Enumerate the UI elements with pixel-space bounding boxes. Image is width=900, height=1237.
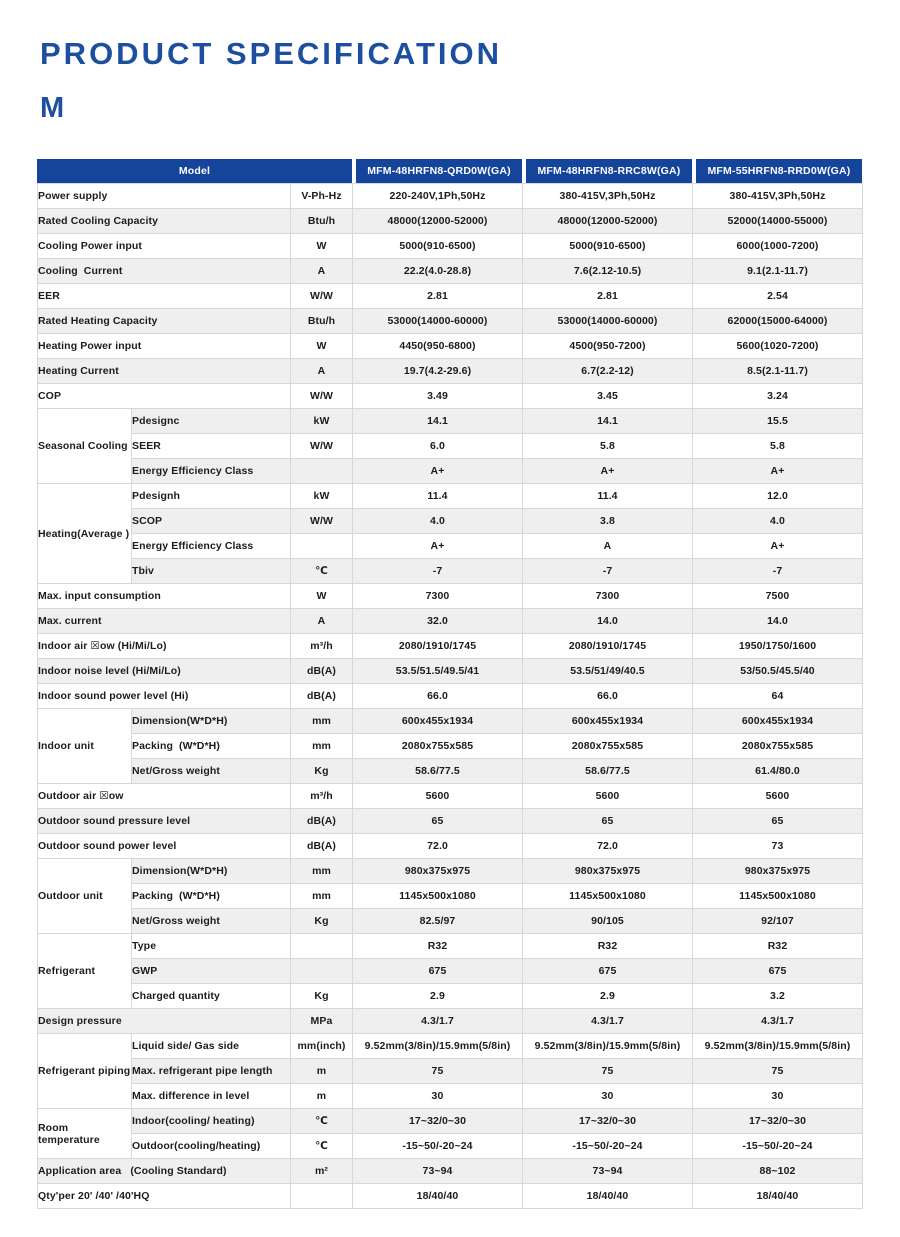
row-unit-cell: m — [291, 1059, 353, 1084]
header-cell-model-2: MFM-48HRFN8-RRC8W(GA) — [526, 159, 692, 183]
spec-table-body — [37, 183, 863, 1209]
row-label-cell: Tbiv — [132, 559, 291, 584]
row-label-cell: Power supply — [38, 184, 291, 209]
row-value-cell: 58.6/77.5 — [523, 759, 693, 784]
row-value-cell: 75 — [693, 1059, 863, 1084]
row-value-cell: 4.3/1.7 — [693, 1009, 863, 1034]
row-value-cell: 1145x500x1080 — [353, 884, 523, 909]
table-row — [38, 1184, 863, 1209]
row-label-cell: Max. input consumption — [38, 584, 291, 609]
row-unit-cell: W/W — [291, 509, 353, 534]
row-value-cell: 14.0 — [693, 609, 863, 634]
row-value-cell: 7300 — [523, 584, 693, 609]
row-unit-cell: kW — [291, 409, 353, 434]
table-row — [38, 334, 863, 359]
row-unit-cell: m — [291, 1084, 353, 1109]
row-value-cell: 2080x755x585 — [693, 734, 863, 759]
row-unit-cell: m² — [291, 1159, 353, 1184]
row-value-cell: 4.3/1.7 — [523, 1009, 693, 1034]
table-row — [38, 384, 863, 409]
row-label-cell: Outdoor sound pressure level — [38, 809, 291, 834]
table-row — [38, 1034, 863, 1059]
row-group-cell: Refrigerant — [38, 934, 132, 1009]
table-row — [38, 1059, 863, 1084]
row-value-cell: 9.1(2.1-11.7) — [693, 259, 863, 284]
table-row — [38, 1009, 863, 1034]
row-unit-cell: m³/h — [291, 634, 353, 659]
table-row — [38, 934, 863, 959]
row-label-cell: SCOP — [132, 509, 291, 534]
row-value-cell: A+ — [693, 459, 863, 484]
row-label-cell: Rated Cooling Capacity — [38, 209, 291, 234]
table-row — [38, 409, 863, 434]
row-unit-cell: mm — [291, 884, 353, 909]
row-label-cell: Indoor sound power level (Hi) — [38, 684, 291, 709]
table-row — [38, 459, 863, 484]
row-value-cell: 3.24 — [693, 384, 863, 409]
table-row — [38, 1084, 863, 1109]
row-group-cell: Refrigerant piping — [38, 1034, 132, 1109]
row-unit-cell: dB(A) — [291, 809, 353, 834]
row-label-cell: Cooling Power input — [38, 234, 291, 259]
row-unit-cell: Kg — [291, 984, 353, 1009]
row-value-cell: 18/40/40 — [523, 1184, 693, 1209]
row-unit-cell: V-Ph-Hz — [291, 184, 353, 209]
table-row — [38, 1134, 863, 1159]
spec-table-header-row — [37, 159, 862, 183]
row-value-cell: 73~94 — [353, 1159, 523, 1184]
row-value-cell: R32 — [693, 934, 863, 959]
row-value-cell: A+ — [523, 459, 693, 484]
row-value-cell: 17~32/0~30 — [693, 1109, 863, 1134]
row-unit-cell: W/W — [291, 434, 353, 459]
row-label-cell: Rated Heating Capacity — [38, 309, 291, 334]
row-unit-cell — [291, 534, 353, 559]
row-label-cell: Indoor noise level (Hi/Mi/Lo) — [38, 659, 291, 684]
row-value-cell: 6.0 — [353, 434, 523, 459]
table-row — [38, 259, 863, 284]
row-label-cell: SEER — [132, 434, 291, 459]
row-unit-cell: kW — [291, 484, 353, 509]
row-value-cell: 7.6(2.12-10.5) — [523, 259, 693, 284]
row-value-cell: 14.1 — [523, 409, 693, 434]
row-value-cell: 64 — [693, 684, 863, 709]
table-row — [38, 609, 863, 634]
row-value-cell: 380-415V,3Ph,50Hz — [523, 184, 693, 209]
row-label-cell: Outdoor(cooling/heating) — [132, 1134, 291, 1159]
row-value-cell: 980x375x975 — [353, 859, 523, 884]
row-value-cell: 11.4 — [523, 484, 693, 509]
row-label-cell: Max. refrigerant pipe length — [132, 1059, 291, 1084]
row-value-cell: 53/50.5/45.5/40 — [693, 659, 863, 684]
row-value-cell: 73~94 — [523, 1159, 693, 1184]
table-row — [38, 1159, 863, 1184]
row-value-cell: 980x375x975 — [693, 859, 863, 884]
row-label-cell: Qty'per 20' /40' /40'HQ — [38, 1184, 291, 1209]
row-label-cell: Heating Current — [38, 359, 291, 384]
row-value-cell: 30 — [693, 1084, 863, 1109]
row-label-cell: Packing (W*D*H) — [132, 734, 291, 759]
row-unit-cell — [291, 1184, 353, 1209]
row-value-cell: 380-415V,3Ph,50Hz — [693, 184, 863, 209]
row-value-cell: -7 — [693, 559, 863, 584]
row-value-cell: 600x455x1934 — [693, 709, 863, 734]
row-value-cell: 5600(1020-7200) — [693, 334, 863, 359]
row-value-cell: 72.0 — [353, 834, 523, 859]
row-value-cell: 61.4/80.0 — [693, 759, 863, 784]
row-value-cell: 17~32/0~30 — [353, 1109, 523, 1134]
row-unit-cell: A — [291, 259, 353, 284]
row-value-cell: 66.0 — [353, 684, 523, 709]
row-value-cell: 5.8 — [693, 434, 863, 459]
row-value-cell: A — [523, 534, 693, 559]
table-row — [38, 509, 863, 534]
row-unit-cell: MPa — [291, 1009, 353, 1034]
row-value-cell: 65 — [353, 809, 523, 834]
row-value-cell: 75 — [353, 1059, 523, 1084]
table-row — [38, 784, 863, 809]
table-row — [38, 809, 863, 834]
row-label-cell: Outdoor air ☒ow — [38, 784, 291, 809]
row-unit-cell: W — [291, 334, 353, 359]
row-value-cell: 2.81 — [523, 284, 693, 309]
row-value-cell: 5.8 — [523, 434, 693, 459]
table-row — [38, 659, 863, 684]
row-value-cell: 53.5/51/49/40.5 — [523, 659, 693, 684]
row-value-cell: 5600 — [693, 784, 863, 809]
row-label-cell: Type — [132, 934, 291, 959]
row-value-cell: 4.3/1.7 — [353, 1009, 523, 1034]
page-subtitle: M — [40, 92, 66, 124]
row-value-cell: 72.0 — [523, 834, 693, 859]
row-value-cell: 62000(15000-64000) — [693, 309, 863, 334]
row-value-cell: 8.5(2.1-11.7) — [693, 359, 863, 384]
table-row — [38, 884, 863, 909]
row-value-cell: 3.2 — [693, 984, 863, 1009]
row-value-cell: 2.54 — [693, 284, 863, 309]
table-row — [38, 234, 863, 259]
row-unit-cell: ℃ — [291, 1134, 353, 1159]
row-unit-cell: Btu/h — [291, 309, 353, 334]
row-value-cell: 65 — [693, 809, 863, 834]
row-label-cell: Energy Efficiency Class — [132, 534, 291, 559]
row-value-cell: 5600 — [523, 784, 693, 809]
row-value-cell: 14.1 — [353, 409, 523, 434]
row-value-cell: 2080x755x585 — [353, 734, 523, 759]
table-row — [38, 759, 863, 784]
row-value-cell: 600x455x1934 — [353, 709, 523, 734]
row-unit-cell: mm(inch) — [291, 1034, 353, 1059]
table-row — [38, 734, 863, 759]
row-value-cell: 18/40/40 — [353, 1184, 523, 1209]
row-value-cell: 2.81 — [353, 284, 523, 309]
row-label-cell: Net/Gross weight — [132, 909, 291, 934]
row-label-cell: Cooling Current — [38, 259, 291, 284]
row-value-cell: 53000(14000-60000) — [353, 309, 523, 334]
row-value-cell: -15~50/-20~24 — [353, 1134, 523, 1159]
row-unit-cell: Kg — [291, 759, 353, 784]
table-row — [38, 534, 863, 559]
row-label-cell: Application area (Cooling Standard) — [38, 1159, 291, 1184]
row-value-cell: 15.5 — [693, 409, 863, 434]
row-label-cell: COP — [38, 384, 291, 409]
row-value-cell: 980x375x975 — [523, 859, 693, 884]
table-row — [38, 1109, 863, 1134]
table-row — [38, 959, 863, 984]
row-value-cell: 675 — [353, 959, 523, 984]
row-value-cell: 75 — [523, 1059, 693, 1084]
row-value-cell: 58.6/77.5 — [353, 759, 523, 784]
row-value-cell: 22.2(4.0-28.8) — [353, 259, 523, 284]
row-value-cell: 88~102 — [693, 1159, 863, 1184]
spec-table — [37, 159, 862, 1209]
row-unit-cell: dB(A) — [291, 684, 353, 709]
row-label-cell: Packing (W*D*H) — [132, 884, 291, 909]
row-value-cell: 53000(14000-60000) — [523, 309, 693, 334]
row-label-cell: Indoor air ☒ow (Hi/Mi/Lo) — [38, 634, 291, 659]
row-value-cell: 90/105 — [523, 909, 693, 934]
row-value-cell: 32.0 — [353, 609, 523, 634]
table-row — [38, 984, 863, 1009]
row-unit-cell: Kg — [291, 909, 353, 934]
row-unit-cell: A — [291, 359, 353, 384]
row-label-cell: Max. difference in level — [132, 1084, 291, 1109]
row-group-cell: Indoor unit — [38, 709, 132, 784]
row-value-cell: 9.52mm(3/8in)/15.9mm(5/8in) — [353, 1034, 523, 1059]
row-value-cell: 4.0 — [693, 509, 863, 534]
row-label-cell: EER — [38, 284, 291, 309]
table-row — [38, 209, 863, 234]
row-group-cell: Seasonal Cooling — [38, 409, 132, 484]
row-unit-cell: ℃ — [291, 1109, 353, 1134]
row-value-cell: 5000(910-6500) — [353, 234, 523, 259]
row-label-cell: Heating Power input — [38, 334, 291, 359]
row-label-cell: GWP — [132, 959, 291, 984]
table-row — [38, 684, 863, 709]
row-label-cell: Net/Gross weight — [132, 759, 291, 784]
row-value-cell: A+ — [693, 534, 863, 559]
row-value-cell: A+ — [353, 534, 523, 559]
row-value-cell: 675 — [693, 959, 863, 984]
table-row — [38, 484, 863, 509]
row-value-cell: 92/107 — [693, 909, 863, 934]
row-value-cell: 9.52mm(3/8in)/15.9mm(5/8in) — [693, 1034, 863, 1059]
row-unit-cell: W/W — [291, 284, 353, 309]
row-unit-cell: W — [291, 584, 353, 609]
row-value-cell: 4500(950-7200) — [523, 334, 693, 359]
row-label-cell: Charged quantity — [132, 984, 291, 1009]
row-value-cell: 53.5/51.5/49.5/41 — [353, 659, 523, 684]
header-cell-model-1: MFM-48HRFN8-QRD0W(GA) — [356, 159, 522, 183]
row-value-cell: 65 — [523, 809, 693, 834]
header-cell-model: Model — [37, 159, 352, 183]
row-value-cell: 11.4 — [353, 484, 523, 509]
row-unit-cell: Btu/h — [291, 209, 353, 234]
row-value-cell: 4450(950-6800) — [353, 334, 523, 359]
table-row — [38, 834, 863, 859]
row-label-cell: Outdoor sound power level — [38, 834, 291, 859]
row-value-cell: 18/40/40 — [693, 1184, 863, 1209]
row-label-cell: Pdesignc — [132, 409, 291, 434]
table-row — [38, 859, 863, 884]
table-row — [38, 359, 863, 384]
table-row — [38, 309, 863, 334]
table-row — [38, 184, 863, 209]
row-value-cell: 9.52mm(3/8in)/15.9mm(5/8in) — [523, 1034, 693, 1059]
row-label-cell: Dimension(W*D*H) — [132, 859, 291, 884]
row-value-cell: 30 — [353, 1084, 523, 1109]
row-value-cell: -7 — [353, 559, 523, 584]
row-label-cell: Max. current — [38, 609, 291, 634]
row-value-cell: -15~50/-20~24 — [523, 1134, 693, 1159]
row-group-cell: Room temperature — [38, 1109, 132, 1159]
row-unit-cell: W — [291, 234, 353, 259]
row-value-cell: 2080x755x585 — [523, 734, 693, 759]
row-value-cell: 73 — [693, 834, 863, 859]
row-value-cell: 3.45 — [523, 384, 693, 409]
row-value-cell: 7500 — [693, 584, 863, 609]
row-value-cell: 66.0 — [523, 684, 693, 709]
row-value-cell: R32 — [523, 934, 693, 959]
row-value-cell: 14.0 — [523, 609, 693, 634]
row-value-cell: 600x455x1934 — [523, 709, 693, 734]
row-value-cell: 6000(1000-7200) — [693, 234, 863, 259]
table-row — [38, 559, 863, 584]
row-value-cell: 2.9 — [523, 984, 693, 1009]
row-value-cell: 1145x500x1080 — [693, 884, 863, 909]
row-unit-cell: mm — [291, 709, 353, 734]
spec-table-rows — [38, 184, 863, 1209]
table-row — [38, 709, 863, 734]
row-value-cell: 220-240V,1Ph,50Hz — [353, 184, 523, 209]
row-value-cell: 675 — [523, 959, 693, 984]
row-unit-cell — [291, 459, 353, 484]
row-unit-cell: ℃ — [291, 559, 353, 584]
row-unit-cell: dB(A) — [291, 659, 353, 684]
row-value-cell: 5600 — [353, 784, 523, 809]
row-value-cell: 12.0 — [693, 484, 863, 509]
row-unit-cell: dB(A) — [291, 834, 353, 859]
row-value-cell: 6.7(2.2-12) — [523, 359, 693, 384]
row-value-cell: 2080/1910/1745 — [353, 634, 523, 659]
row-value-cell: 48000(12000-52000) — [523, 209, 693, 234]
row-value-cell: 19.7(4.2-29.6) — [353, 359, 523, 384]
row-unit-cell: m³/h — [291, 784, 353, 809]
row-label-cell: Liquid side/ Gas side — [132, 1034, 291, 1059]
row-group-cell: Outdoor unit — [38, 859, 132, 934]
row-value-cell: 30 — [523, 1084, 693, 1109]
row-value-cell: 52000(14000-55000) — [693, 209, 863, 234]
row-unit-cell — [291, 959, 353, 984]
row-label-cell: Dimension(W*D*H) — [132, 709, 291, 734]
page-title: PRODUCT SPECIFICATION — [40, 36, 502, 71]
row-value-cell: 3.8 — [523, 509, 693, 534]
row-value-cell: A+ — [353, 459, 523, 484]
row-value-cell: 5000(910-6500) — [523, 234, 693, 259]
table-row — [38, 284, 863, 309]
row-unit-cell: mm — [291, 734, 353, 759]
row-value-cell: 4.0 — [353, 509, 523, 534]
row-label-cell: Design pressure — [38, 1009, 291, 1034]
row-value-cell: -7 — [523, 559, 693, 584]
row-value-cell: 1950/1750/1600 — [693, 634, 863, 659]
row-unit-cell: mm — [291, 859, 353, 884]
header-cell-model-3: MFM-55HRFN8-RRD0W(GA) — [696, 159, 862, 183]
row-group-cell: Heating(Average ) — [38, 484, 132, 584]
row-label-cell: Pdesignh — [132, 484, 291, 509]
table-row — [38, 634, 863, 659]
row-value-cell: 82.5/97 — [353, 909, 523, 934]
row-value-cell: 2.9 — [353, 984, 523, 1009]
row-value-cell: 7300 — [353, 584, 523, 609]
row-label-cell: Indoor(cooling/ heating) — [132, 1109, 291, 1134]
row-value-cell: 3.49 — [353, 384, 523, 409]
table-row — [38, 909, 863, 934]
row-value-cell: 48000(12000-52000) — [353, 209, 523, 234]
row-value-cell: R32 — [353, 934, 523, 959]
row-unit-cell: A — [291, 609, 353, 634]
table-row — [38, 584, 863, 609]
row-unit-cell — [291, 934, 353, 959]
table-row — [38, 434, 863, 459]
row-value-cell: -15~50/-20~24 — [693, 1134, 863, 1159]
row-unit-cell: W/W — [291, 384, 353, 409]
row-value-cell: 1145x500x1080 — [523, 884, 693, 909]
row-value-cell: 17~32/0~30 — [523, 1109, 693, 1134]
row-label-cell: Energy Efficiency Class — [132, 459, 291, 484]
row-value-cell: 2080/1910/1745 — [523, 634, 693, 659]
